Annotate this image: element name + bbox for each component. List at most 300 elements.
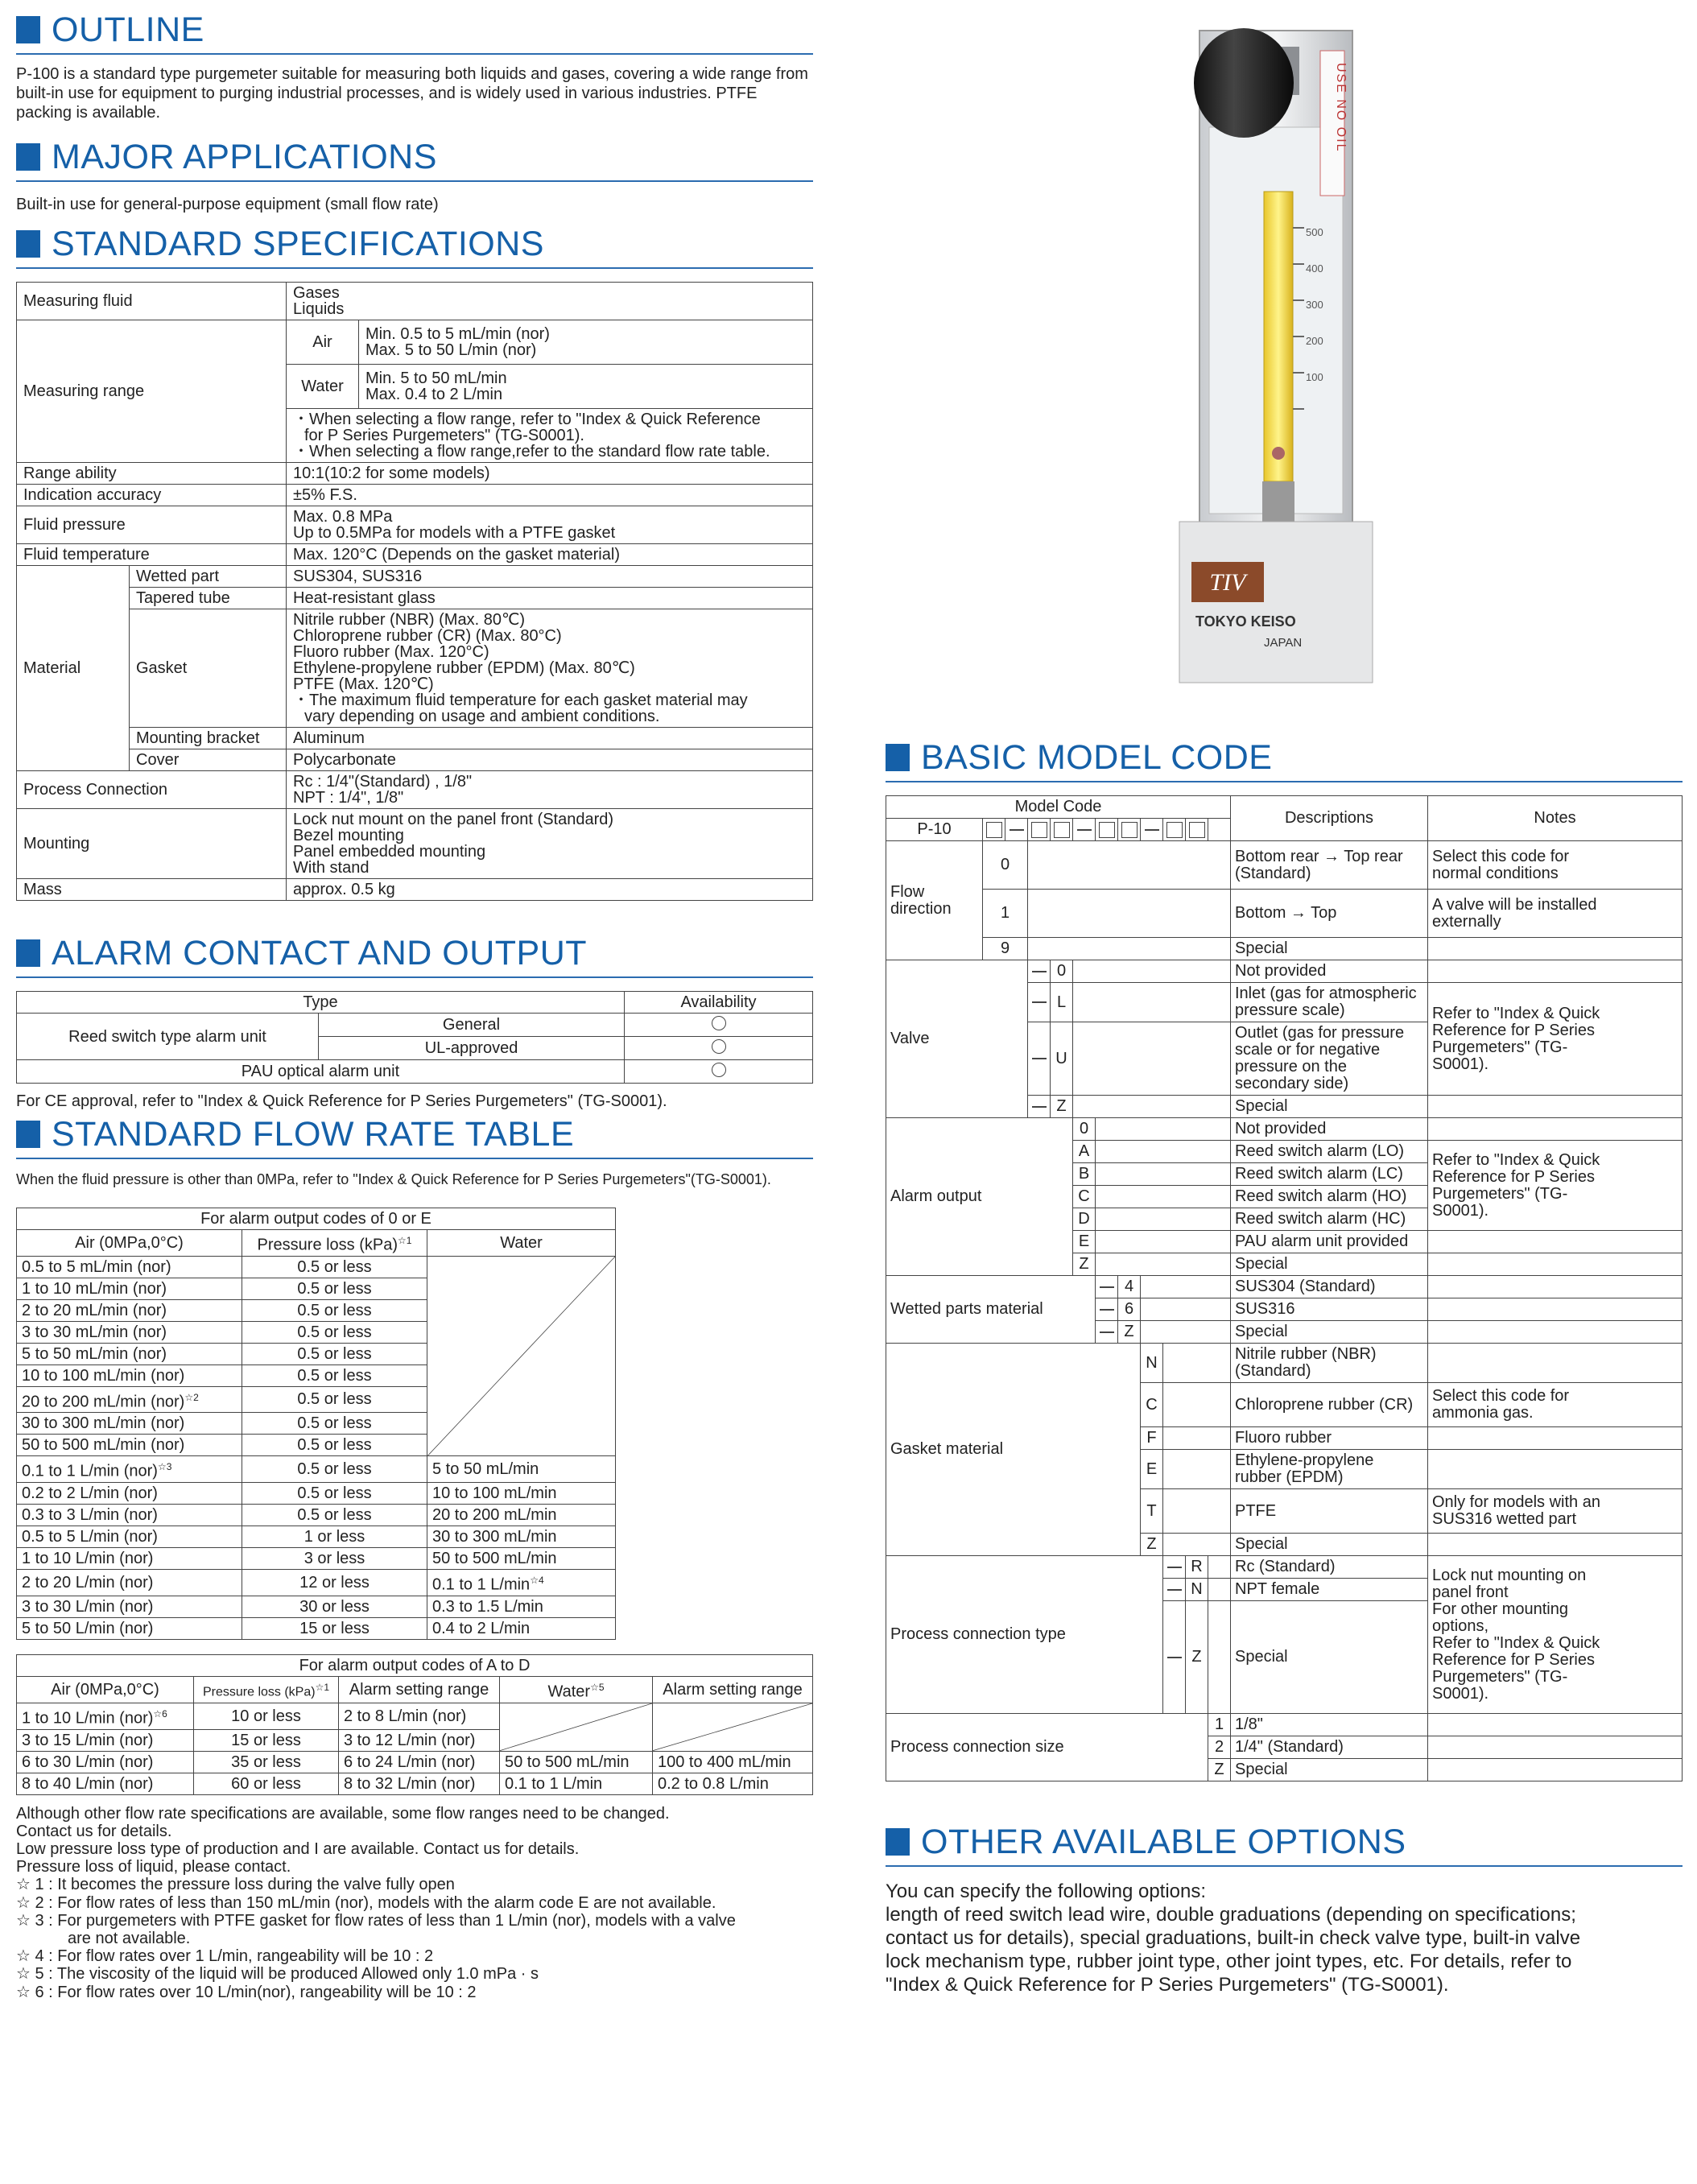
code-note: ammonia gas. [1432,1404,1534,1422]
code-description: Reed switch alarm (HO) [1231,1186,1428,1208]
table-row [17,1569,616,1596]
pressure-loss: 15 or less [194,1729,339,1751]
dash-icon [1032,1001,1047,1003]
flow-rate-table-1 [16,1208,616,1640]
available-circle-icon [712,1039,726,1054]
spec-value: ±5% F.S. [287,485,813,506]
code-value: L [1051,983,1073,1022]
code-value: 0 [983,841,1028,890]
spec-value: Up to 0.5MPa for models with a PTFE gasket [293,524,616,542]
code-note: Refer to "Index & Quick [1432,1633,1600,1652]
code-description: Special [1231,1534,1428,1556]
code-note: Purgemeters" (TG- [1432,1667,1568,1686]
code-note: panel front [1432,1583,1509,1601]
code-note: For other mounting [1432,1600,1568,1618]
spec-note: for P Series Purgemeters" (TG-S0001). [304,427,584,444]
not-applicable-slash [500,1703,652,1751]
air-range: 30 to 300 mL/min (nor) [17,1413,242,1435]
brand-badge: TIV [1209,569,1246,596]
applications-heading [16,138,813,182]
spec-sublabel: Mounting bracket [130,728,287,749]
alarm-setting: 2 to 8 L/min (nor) [339,1703,500,1729]
spec-value: Panel embedded mounting [293,843,486,861]
code-description: Reed switch alarm (HC) [1231,1208,1428,1231]
code-description: Bottom → Top [1231,890,1428,938]
alarm-type: PAU optical alarm unit [17,1060,625,1084]
code-note: A valve will be installed [1432,895,1597,914]
dash-icon [1077,829,1092,831]
group-label: Process connection size [886,1714,1208,1781]
pressure-loss: 3 or less [242,1547,427,1569]
pressure-loss: 0.5 or less [242,1435,427,1456]
air-range: 1 to 10 L/min (nor)$^{☆6}$ [17,1703,194,1729]
spec-value: Heat-resistant glass [287,588,813,609]
applications-title: MAJOR APPLICATIONS [52,138,437,176]
alarm-availability-header: Availability [625,992,813,1014]
code-box-icon [1099,822,1115,838]
spec-value: Min. 0.5 to 5 mL/min (nor) [365,325,550,343]
code-description: Fluoro rubber [1231,1427,1428,1450]
code-note: Refer to "Index & Quick [1432,1004,1600,1022]
spec-value: Gases [293,284,340,302]
code-description: SUS316 [1231,1298,1428,1321]
code-description: Special [1231,1096,1428,1118]
pressure-loss: 35 or less [194,1751,339,1773]
footnote-mark: ☆1 [398,1235,412,1246]
spec-value: Max. 5 to 50 L/min (nor) [365,341,537,359]
options-title: OTHER AVAILABLE OPTIONS [921,1823,1406,1861]
code-description: Special [1231,1321,1428,1344]
code-value: Z [1073,1253,1096,1276]
code-description: Chloroprene rubber (CR) [1231,1383,1428,1427]
code-note: SUS316 wetted part [1432,1510,1576,1528]
model-title: BASIC MODEL CODE [921,738,1273,777]
available-circle-icon [712,1016,726,1030]
table-row [17,1617,616,1639]
heading-square-icon [16,230,40,258]
applications-text: Built-in use for general-purpose equipment (small flow rate) [16,196,439,213]
outline-heading [16,11,813,55]
code-description: Outlet (gas for pressure [1235,1024,1405,1042]
table-row [17,1773,813,1794]
pressure-loss: 30 or less [242,1596,427,1617]
spec-value: Liquids [293,300,345,318]
alarm-subtype: UL-approved [319,1037,625,1060]
spec-note: vary depending on usage and ambient conditions. [304,708,660,725]
code-description: NPT female [1231,1579,1428,1601]
footnote: Contact us for details. [16,1822,172,1840]
spec-label: Material [17,566,130,771]
model-prefix: P-10 [886,819,983,841]
code-description: Nitrile rubber (NBR) [1235,1345,1377,1363]
code-value: 0 [1051,960,1073,983]
spec-value: With stand [293,859,370,877]
spec-value: Aluminum [287,728,813,749]
spec-value: Bezel mounting [293,827,404,844]
spec-label: Mass [17,879,287,901]
water-range: 5 to 50 mL/min [427,1456,616,1483]
code-value: Z [1141,1534,1163,1556]
water-range: 0.3 to 1.5 L/min [427,1596,616,1617]
code-description: Reed switch alarm (LO) [1231,1141,1428,1163]
scale-label: 200 [1306,335,1323,347]
spec-value: Polycarbonate [287,749,813,771]
code-note: S0001). [1432,1201,1489,1220]
scale-label: 100 [1306,371,1323,383]
heading-square-icon [16,939,40,967]
air-range: 10 to 100 mL/min (nor) [17,1364,242,1386]
code-value: R [1186,1556,1208,1579]
table-row [17,1482,616,1504]
group-label: direction [890,899,952,918]
code-box-icon [1189,822,1205,838]
code-value: Z [1208,1759,1231,1781]
code-description: Special [1231,1601,1428,1714]
use-no-oil-label: USE NO OIL [1334,63,1348,153]
not-applicable-slash [653,1703,812,1751]
spec-sublabel: Cover [130,749,287,771]
code-description: Bottom rear → Top rear [1235,847,1403,865]
available-circle-icon [712,1063,726,1077]
air-header: Air (0MPa,0°C) [17,1676,194,1703]
code-value: C [1073,1186,1096,1208]
code-description: Inlet (gas for atmospheric [1235,985,1417,1002]
air-range: 0.5 to 5 mL/min (nor) [17,1256,242,1278]
spec-label: Fluid pressure [17,506,287,544]
air-header: Air (0MPa,0°C) [17,1230,242,1257]
footnote: Although other flow rate specifications are available, some flow ranges need to be changed. [16,1804,670,1823]
dash-icon [1100,1309,1114,1311]
water-range: 30 to 300 mL/min [427,1525,616,1547]
table-row [17,1256,616,1278]
pressure-loss: 0.5 or less [242,1413,427,1435]
footnote-mark: ☆6 [153,1707,167,1720]
spec-value: Chloroprene rubber (CR) (Max. 80°C) [293,627,562,645]
flow-table-caption: For alarm output codes of A to D [17,1654,813,1676]
options-line: "Index & Quick Reference for P Series Purgemeters" (TG-S0001). [886,1974,1449,1996]
air-range: 3 to 30 mL/min (nor) [17,1321,242,1343]
alarm-setting: 8 to 32 L/min (nor) [339,1773,500,1794]
code-description: rubber (EPDM) [1235,1468,1344,1486]
pressure-loss: 0.5 or less [242,1456,427,1483]
group-label: Wetted parts material [886,1276,1096,1344]
code-note: Purgemeters" (TG- [1432,1184,1568,1203]
heading-square-icon [16,1121,40,1148]
code-note: S0001). [1432,1055,1489,1073]
footnote-mark: ☆3 [157,1461,172,1473]
pressure-loss: 0.5 or less [242,1482,427,1504]
air-range: 6 to 30 L/min (nor) [17,1751,194,1773]
code-description: Ethylene-propylene [1235,1451,1374,1469]
pressure-loss: 10 or less [194,1703,339,1729]
air-range: 5 to 50 mL/min (nor) [17,1343,242,1364]
footnote-mark: ☆1 [315,1681,330,1693]
code-note: Lock nut mounting on [1432,1566,1587,1584]
flow-rate-table-2 [16,1654,813,1795]
footnote: ☆ 3 : For purgemeters with PTFE gasket for flow rates of less than 1 L/min (nor), models with a valve [16,1911,736,1930]
code-note: Reference for P Series [1432,1650,1595,1669]
flow-title: STANDARD FLOW RATE TABLE [52,1115,575,1154]
group-label: Flow [890,882,925,901]
code-value: U [1051,1022,1073,1096]
alarm-title: ALARM CONTACT AND OUTPUT [52,934,588,972]
code-value: 1 [1208,1714,1231,1736]
footnote: are not available. [68,1930,191,1948]
footnote: ☆ 2 : For flow rates of less than 150 mL/min (nor), models with the alarm code E are not available. [16,1893,716,1912]
water-range: 20 to 200 mL/min [427,1504,616,1525]
code-description: 1/8" [1231,1714,1428,1736]
loss-header: Pressure loss (kPa) [257,1236,398,1254]
spec-value: Lock nut mount on the panel front (Standard) [293,811,614,828]
dash-icon [1032,1058,1047,1059]
footnote: Pressure loss of liquid, please contact. [16,1858,291,1876]
code-description: pressure scale) [1235,1001,1345,1019]
setting-header: Alarm setting range [339,1676,500,1703]
water-header: Water [547,1682,591,1701]
spec-value: approx. 0.5 kg [287,879,813,901]
alarm-setting: 3 to 12 L/min (nor) [339,1729,500,1751]
table-row [17,1703,813,1729]
spec-sublabel: Tapered tube [130,588,287,609]
code-value: 2 [1208,1736,1231,1759]
air-range: 5 to 50 L/min (nor) [17,1617,242,1639]
spec-value: PTFE (Max. 120℃) [293,675,434,693]
water-range: 0.1 to 1 $L/\min^{☆4}$ [427,1569,616,1596]
dash-icon [1167,1567,1182,1568]
spec-label: Measuring fluid [17,283,287,320]
code-value: D [1073,1208,1096,1231]
code-note: Purgemeters" (TG- [1432,1038,1568,1056]
air-range: 0.3 to 3 L/min (nor) [17,1504,242,1525]
water-range: 0.4 to 2 L/min [427,1617,616,1639]
dash-icon [1100,1331,1114,1333]
water-alarm-setting: 100 to 400 mL/min [653,1751,813,1773]
group-label: Process connection type [886,1556,1163,1714]
flow-table-2-body [17,1703,813,1794]
air-range: 3 to 30 L/min (nor) [17,1596,242,1617]
code-value: N [1141,1344,1163,1383]
flow-table-1-body [17,1256,616,1639]
pressure-loss: 0.5 or less [242,1256,427,1278]
air-range: 0.2 to 2 L/min (nor) [17,1482,242,1504]
code-description: 1/4" (Standard) [1231,1736,1428,1759]
setting-header: Alarm setting range [653,1676,813,1703]
code-description: Reed switch alarm (LC) [1231,1163,1428,1186]
code-value: 0 [1073,1118,1096,1141]
code-value: B [1073,1163,1096,1186]
heading-square-icon [886,1828,910,1856]
air-range: 0.1 to 1 L/min (nor)$^{☆3}$ [17,1456,242,1483]
right-column [886,739,1683,1996]
alarm-type: Reed switch type alarm unit [17,1014,319,1060]
pressure-loss: 0.5 or less [242,1321,427,1343]
air-range: 2 to 20 mL/min (nor) [17,1299,242,1321]
alarm-subtype: General [319,1014,625,1037]
code-note: Reference for P Series [1432,1167,1595,1186]
footnote: ☆ 6 : For flow rates over 10 L/min(nor), rangeability will be 10 : 2 [16,1983,477,2001]
options-line: lock mechanism type, rubber joint type, other joint types, etc. For details, refer to [886,1951,1572,1972]
water-range: 10 to 100 mL/min [427,1482,616,1504]
alarm-setting: 6 to 24 L/min (nor) [339,1751,500,1773]
heading-square-icon [16,143,40,171]
specs-title: STANDARD SPECIFICATIONS [52,225,544,263]
code-description: Rc (Standard) [1231,1556,1428,1579]
water-range: 0.1 to 1 L/min [500,1773,653,1794]
table-row [17,1456,616,1483]
code-value: 9 [983,938,1028,960]
scale-label: 500 [1306,226,1323,238]
purgemeter-illustration [1159,14,1385,691]
code-note: S0001). [1432,1684,1489,1703]
footnote-mark: ☆2 [184,1391,199,1403]
dash-icon [1010,829,1024,831]
spec-value: NPT : 1/4", 1/8" [293,789,404,807]
spec-label: Fluid temperature [17,544,287,566]
spec-value: Fluoro rubber (Max. 120°C) [293,643,489,661]
outline-text: P-100 is a standard type purgemeter suitable for measuring both liquids and gases, covering a wide range from built-in use for equipment to purging industrial processes, and is widely used in various industries. PTFE packing is available. [16,65,808,122]
code-box-icon [1166,822,1183,838]
code-description: Special [1231,938,1428,960]
model-code-header: Model Code [886,796,1231,819]
pressure-loss: 0.5 or less [242,1343,427,1364]
options-line: You can specify the following options: [886,1881,1207,1902]
spec-value: Max. 120°C (Depends on the gasket material) [287,544,813,566]
spec-value: Rc : 1/4"(Standard) , 1/8" [293,773,473,791]
pressure-loss: 0.5 or less [242,1504,427,1525]
code-value: T [1141,1489,1163,1534]
air-range: 1 to 10 mL/min (nor) [17,1278,242,1299]
air-range: 8 to 40 L/min (nor) [17,1773,194,1794]
code-description: Special [1231,1253,1428,1276]
spec-label: Mounting [17,809,287,879]
dash-icon [1032,971,1047,972]
footnote-mark: ☆4 [530,1574,544,1586]
group-label: Alarm output [886,1118,1073,1276]
heading-square-icon [886,744,910,771]
spec-note: ・When selecting a flow range,refer to the standard flow rate table. [293,443,770,460]
code-description: secondary side) [1235,1075,1349,1092]
air-range: 20 to 200 mL/min (nor)$^{☆2}$ [17,1386,242,1413]
code-value: E [1141,1450,1163,1489]
loss-header: Pressure loss (kPa) [202,1684,316,1699]
notes-header: Notes [1428,796,1683,841]
footnote: ☆ 1 : It becomes the pressure loss during the valve fully open [16,1876,455,1894]
code-note: externally [1432,912,1501,931]
not-applicable-slash [427,1257,615,1456]
spec-label: Process Connection [17,771,287,809]
dash-icon [1145,829,1159,831]
flow-table-caption: For alarm output codes of 0 or E [17,1208,616,1230]
code-value: E [1073,1231,1096,1253]
code-note: normal conditions [1432,864,1559,882]
spec-sublabel: Air [287,320,359,365]
code-note: Select this code for [1432,1387,1570,1405]
water-alarm-setting: 0.2 to 0.8 L/min [653,1773,813,1794]
dash-icon [1032,1106,1047,1108]
specs-heading [16,225,813,269]
code-note: Only for models with an [1432,1493,1600,1511]
group-label: Valve [886,960,1028,1118]
code-description: Special [1231,1759,1428,1781]
spec-note: ・When selecting a flow range, refer to "Index & Quick Reference [293,411,761,428]
spec-sublabel: Gasket [130,609,287,728]
code-value: N [1186,1579,1208,1601]
air-range: 3 to 15 L/min (nor) [17,1729,194,1751]
table-row [17,1596,616,1617]
table-row [17,1525,616,1547]
setting-na-cell [653,1703,813,1751]
code-value: C [1141,1383,1163,1427]
air-range: 2 to 20 L/min (nor) [17,1569,242,1596]
model-code-table [886,795,1683,1781]
outline-title: OUTLINE [52,10,204,49]
product-photo [1159,14,1385,691]
code-description: SUS304 (Standard) [1231,1276,1428,1298]
pressure-loss: 1 or less [242,1525,427,1547]
spec-label: Indication accuracy [17,485,287,506]
code-value: F [1141,1427,1163,1450]
code-value: Z [1186,1601,1208,1714]
pressure-loss: 0.5 or less [242,1299,427,1321]
spec-value: Min. 5 to 50 mL/min [365,370,507,387]
code-description: scale or for negative [1235,1041,1381,1059]
scale-label: 400 [1306,262,1323,275]
left-column [16,11,813,2001]
spec-sublabel: Water [287,365,359,409]
dash-icon [1167,1657,1182,1658]
group-label: Gasket material [886,1344,1141,1556]
brand-name: TOKYO KEISO [1195,613,1296,630]
options-line: length of reed switch lead wire, double graduations (depending on specifications; [886,1904,1576,1926]
spec-value: Max. 0.8 MPa [293,508,393,526]
spec-label: Range ability [17,463,287,485]
code-description: Not provided [1231,960,1428,983]
code-box-icon [986,822,1002,838]
alarm-heading [16,935,813,978]
footnote-mark: ☆5 [590,1681,605,1693]
code-value: Z [1118,1321,1141,1344]
water-na-cell [427,1256,616,1456]
spec-value: SUS304, SUS316 [287,566,813,588]
spec-label: Measuring range [17,320,287,463]
flow-notes [16,1805,813,2001]
options-text [886,1880,1683,1996]
pressure-loss: 60 or less [194,1773,339,1794]
pressure-loss: 12 or less [242,1569,427,1596]
code-value: 4 [1118,1276,1141,1298]
scale-label: 300 [1306,299,1323,311]
code-value: Z [1051,1096,1073,1118]
spec-value: Max. 0.4 to 2 L/min [365,386,503,403]
water-header: Water [427,1230,616,1257]
code-note: Select this code for [1432,847,1570,865]
alarm-note: For CE approval, refer to "Index & Quick Reference for P Series Purgemeters" (TG-S0001). [16,1092,667,1110]
spec-value: 10:1(10:2 for some models) [287,463,813,485]
spec-sublabel: Wetted part [130,566,287,588]
spec-value: Ethylene-propylene rubber (EPDM) (Max. 80℃) [293,659,635,677]
brand-country: JAPAN [1264,636,1303,650]
air-range: 50 to 500 mL/min (nor) [17,1435,242,1456]
flow-heading [16,1116,813,1159]
alarm-table [16,991,813,1084]
water-na-cell [500,1703,653,1751]
code-note: Refer to "Index & Quick [1432,1150,1600,1169]
spec-value: Nitrile rubber (NBR) (Max. 80℃) [293,611,526,629]
pressure-loss: 0.5 or less [242,1278,427,1299]
footnote: Low pressure loss type of production and I are available. Contact us for details. [16,1840,580,1859]
footnote: ☆ 4 : For flow rates over 1 L/min, rangeability will be 10 : 2 [16,1947,434,1966]
options-heading [886,1823,1683,1867]
